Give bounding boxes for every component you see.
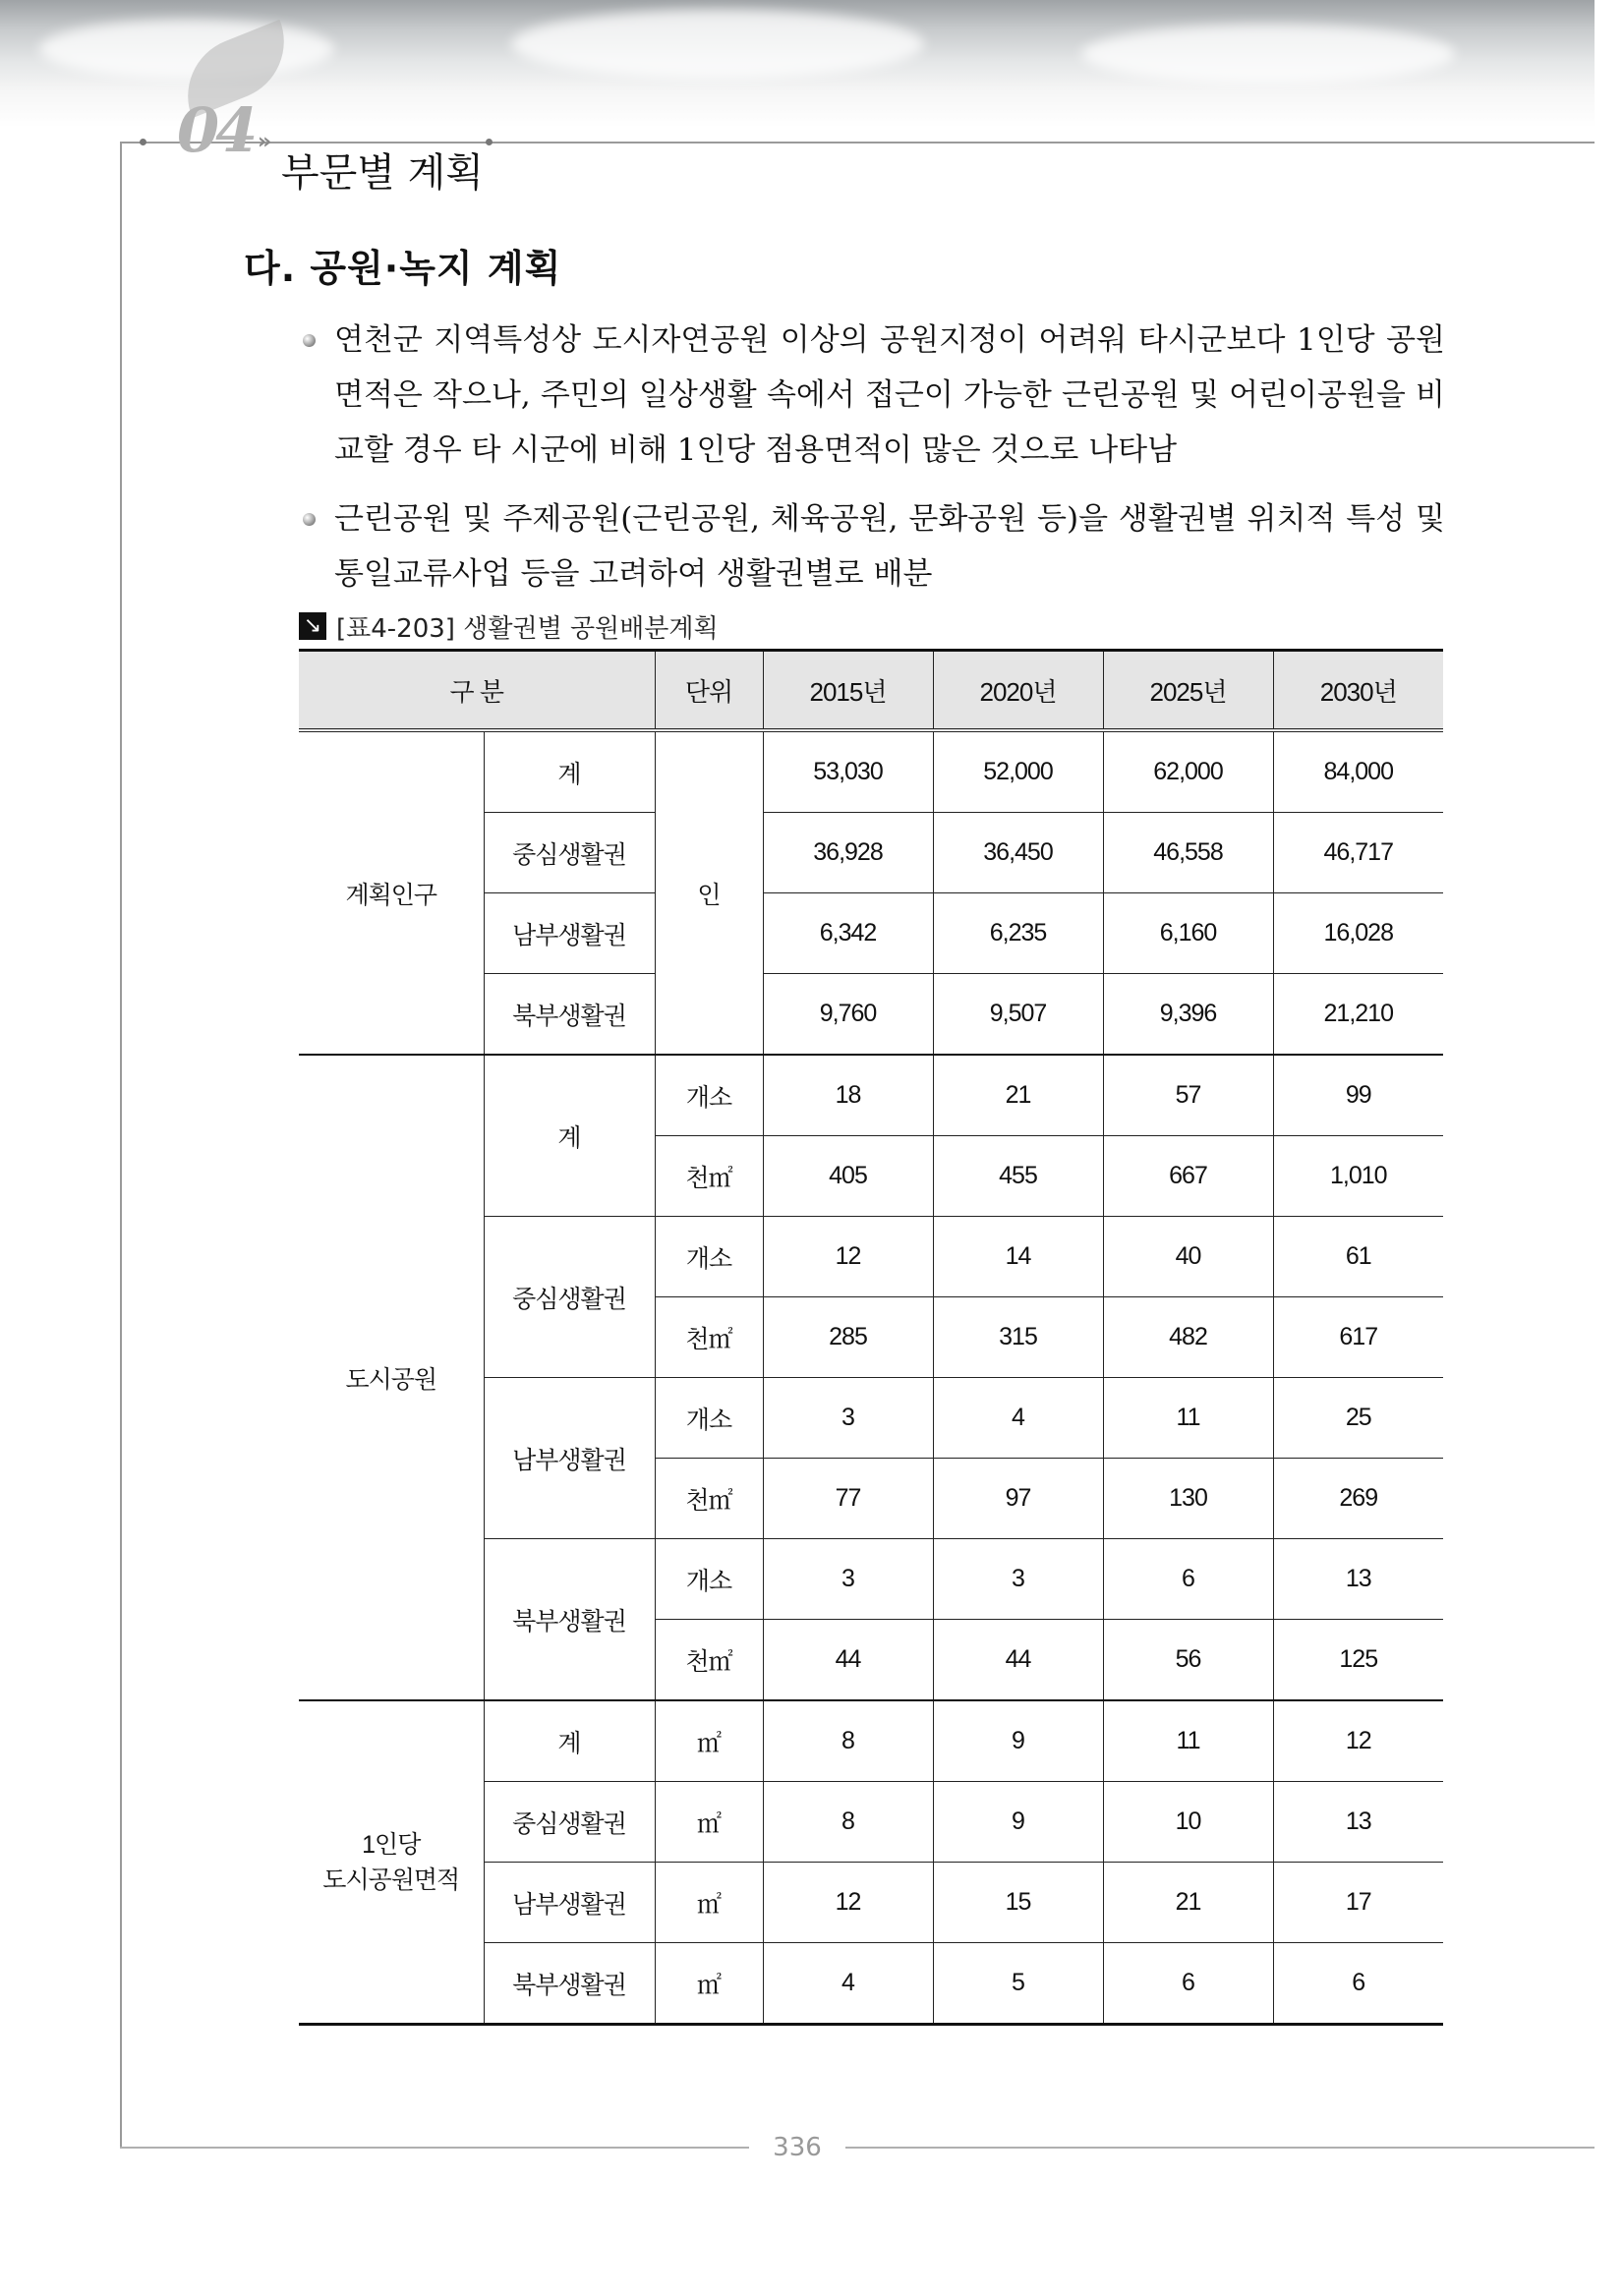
group-label: 계획인구	[299, 730, 484, 1055]
page-frame-left	[120, 142, 122, 2147]
value-cell: 6,235	[933, 893, 1103, 974]
unit-cell: ㎡	[655, 1782, 763, 1863]
park-allocation-table	[299, 649, 1443, 2026]
value-cell: 3	[933, 1539, 1103, 1620]
value-cell: 8	[763, 1782, 933, 1863]
cloud-decoration	[1081, 25, 1455, 84]
row-label: 북부생활권	[484, 1943, 655, 2025]
value-cell: 4	[933, 1378, 1103, 1459]
header-dot	[140, 139, 146, 145]
value-cell: 13	[1273, 1539, 1443, 1620]
unit-cell: ㎡	[655, 1863, 763, 1943]
bullet-item	[295, 313, 1445, 478]
value-cell: 6	[1103, 1539, 1273, 1620]
header-cell: 2015년	[763, 651, 933, 731]
value-cell: 15	[933, 1863, 1103, 1943]
value-cell: 44	[763, 1620, 933, 1701]
header-cell: 구 분	[299, 651, 655, 731]
value-cell: 46,717	[1273, 813, 1443, 893]
value-cell: 25	[1273, 1378, 1443, 1459]
value-cell: 482	[1103, 1297, 1273, 1378]
row-label: 중심생활권	[484, 813, 655, 893]
value-cell: 3	[763, 1378, 933, 1459]
cloud-decoration	[511, 10, 924, 79]
value-cell: 21,210	[1273, 974, 1443, 1056]
unit-cell: 개소	[655, 1539, 763, 1620]
value-cell: 8	[763, 1700, 933, 1782]
footer-rule	[120, 2147, 749, 2149]
table-row	[299, 1055, 1443, 1136]
unit-cell: ㎡	[655, 1943, 763, 2025]
value-cell: 46,558	[1103, 813, 1273, 893]
row-label: 북부생활권	[484, 1539, 655, 1701]
value-cell: 12	[1273, 1700, 1443, 1782]
row-label: 남부생활권	[484, 1378, 655, 1539]
table-row	[299, 1700, 1443, 1782]
value-cell: 9,760	[763, 974, 933, 1056]
value-cell: 315	[933, 1297, 1103, 1378]
value-cell: 52,000	[933, 730, 1103, 813]
group-label: 1인당 도시공원면적	[299, 1700, 484, 2025]
bullet-text: 근린공원 및 주제공원(근린공원, 체육공원, 문화공원 등)을 생활권별 위치적 특성 및 통일교류사업 등을 고려하여 생활권별로 배분	[334, 501, 1445, 592]
row-label: 북부생활권	[484, 974, 655, 1056]
footer-rule	[845, 2147, 1595, 2149]
caption-text: [표4-203] 생활권별 공원배분계획	[336, 613, 719, 644]
value-cell: 11	[1103, 1378, 1273, 1459]
row-label: 계	[484, 1700, 655, 1782]
bullet-icon	[303, 334, 316, 347]
chapter-heading	[147, 39, 501, 196]
value-cell: 4	[763, 1943, 933, 2025]
header-cell: 단위	[655, 651, 763, 731]
header-row	[299, 651, 1443, 731]
chapter-number: 04	[177, 94, 255, 166]
value-cell: 1,010	[1273, 1136, 1443, 1217]
bullet-text: 연천군 지역특성상 도시자연공원 이상의 공원지정이 어려워 타시군보다 1인당 공원면적은 작으나, 주민의 일상생활 속에서 접근이 가능한 근린공원 및 어린이공원을 비교할 경우 타 시군에 비해 1인당 점용면적이 많은 것으로 나타남	[334, 322, 1445, 468]
value-cell: 9	[933, 1782, 1103, 1863]
value-cell: 14	[933, 1217, 1103, 1297]
header-cell: 2025년	[1103, 651, 1273, 731]
table-caption	[299, 609, 719, 643]
value-cell: 21	[933, 1055, 1103, 1136]
value-cell: 18	[763, 1055, 933, 1136]
value-cell: 40	[1103, 1217, 1273, 1297]
arrow-icon: ↘	[299, 612, 326, 640]
value-cell: 62,000	[1103, 730, 1273, 813]
bullet-list	[295, 313, 1445, 615]
table-body	[299, 730, 1443, 2025]
section-title: 다. 공원·녹지 계획	[244, 247, 562, 290]
value-cell: 285	[763, 1297, 933, 1378]
value-cell: 17	[1273, 1863, 1443, 1943]
value-cell: 84,000	[1273, 730, 1443, 813]
value-cell: 9,507	[933, 974, 1103, 1056]
row-label: 남부생활권	[484, 893, 655, 974]
value-cell: 99	[1273, 1055, 1443, 1136]
value-cell: 667	[1103, 1136, 1273, 1217]
value-cell: 97	[933, 1459, 1103, 1539]
value-cell: 13	[1273, 1782, 1443, 1863]
unit-cell: 천㎡	[655, 1459, 763, 1539]
value-cell: 36,928	[763, 813, 933, 893]
value-cell: 12	[763, 1217, 933, 1297]
value-cell: 125	[1273, 1620, 1443, 1701]
unit-cell: 천㎡	[655, 1136, 763, 1217]
value-cell: 53,030	[763, 730, 933, 813]
row-label: 계	[484, 1055, 655, 1217]
value-cell: 9,396	[1103, 974, 1273, 1056]
value-cell: 16,028	[1273, 893, 1443, 974]
value-cell: 12	[763, 1863, 933, 1943]
chapter-mark: »	[258, 130, 272, 154]
header-cell: 2030년	[1273, 651, 1443, 731]
value-cell: 3	[763, 1539, 933, 1620]
value-cell: 130	[1103, 1459, 1273, 1539]
value-cell: 61	[1273, 1217, 1443, 1297]
value-cell: 5	[933, 1943, 1103, 2025]
value-cell: 405	[763, 1136, 933, 1217]
unit-cell: 천㎡	[655, 1620, 763, 1701]
value-cell: 269	[1273, 1459, 1443, 1539]
value-cell: 11	[1103, 1700, 1273, 1782]
chapter-title: 부문별 계획	[281, 150, 484, 196]
row-label: 중심생활권	[484, 1782, 655, 1863]
unit-cell: 개소	[655, 1055, 763, 1136]
unit-cell: 인	[655, 730, 763, 1055]
row-label: 중심생활권	[484, 1217, 655, 1378]
value-cell: 6,160	[1103, 893, 1273, 974]
value-cell: 77	[763, 1459, 933, 1539]
value-cell: 6	[1273, 1943, 1443, 2025]
value-cell: 10	[1103, 1782, 1273, 1863]
group-label: 도시공원	[299, 1055, 484, 1700]
value-cell: 57	[1103, 1055, 1273, 1136]
value-cell: 455	[933, 1136, 1103, 1217]
value-cell: 44	[933, 1620, 1103, 1701]
unit-cell: 천㎡	[655, 1297, 763, 1378]
row-label: 계	[484, 730, 655, 813]
unit-cell: ㎡	[655, 1700, 763, 1782]
value-cell: 617	[1273, 1297, 1443, 1378]
bullet-icon	[303, 513, 316, 526]
value-cell: 6,342	[763, 893, 933, 974]
value-cell: 6	[1103, 1943, 1273, 2025]
table-row	[299, 730, 1443, 813]
bullet-item	[295, 491, 1445, 602]
header-cell: 2020년	[933, 651, 1103, 731]
row-label: 남부생활권	[484, 1863, 655, 1943]
unit-cell: 개소	[655, 1378, 763, 1459]
value-cell: 56	[1103, 1620, 1273, 1701]
unit-cell: 개소	[655, 1217, 763, 1297]
value-cell: 21	[1103, 1863, 1273, 1943]
page-number: 336	[773, 2133, 822, 2162]
value-cell: 36,450	[933, 813, 1103, 893]
value-cell: 9	[933, 1700, 1103, 1782]
